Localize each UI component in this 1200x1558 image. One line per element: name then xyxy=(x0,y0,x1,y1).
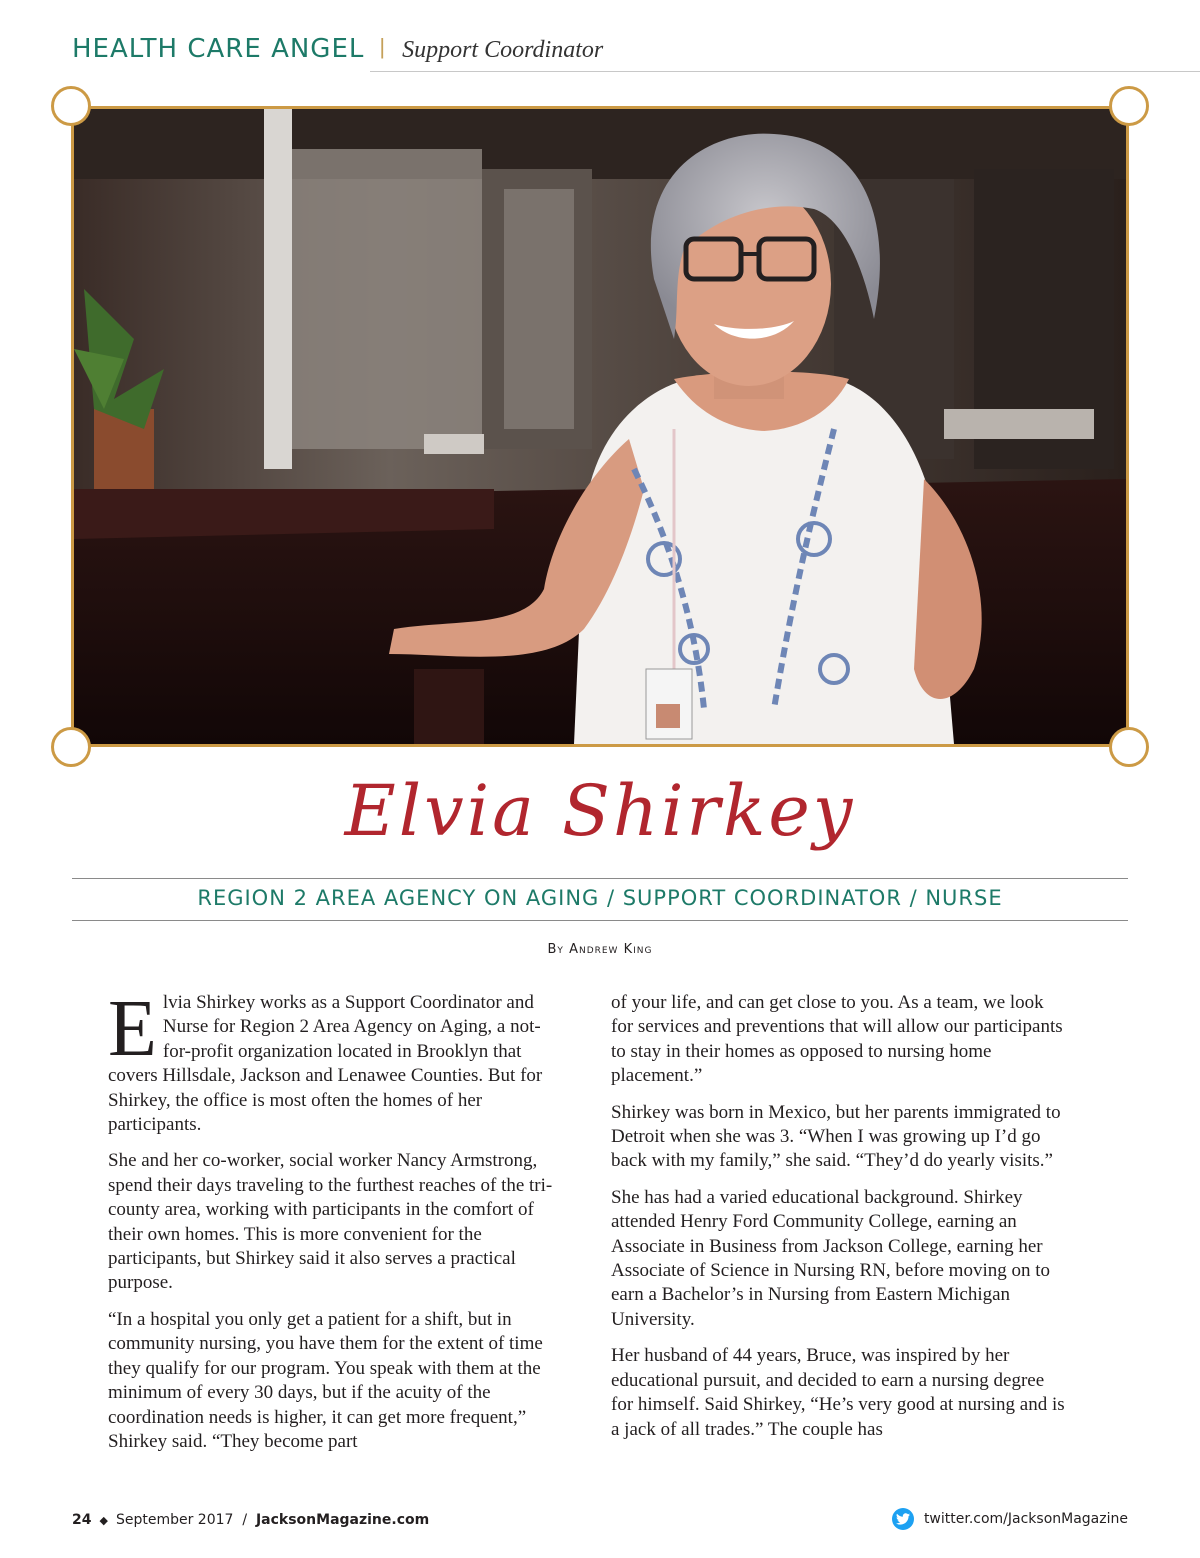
site-link[interactable]: JacksonMagazine.com xyxy=(255,1512,430,1528)
frame-corner xyxy=(1109,86,1149,126)
diamond-icon: ◆ xyxy=(99,1514,108,1527)
twitter-handle[interactable]: twitter.com/JacksonMagazine xyxy=(923,1511,1128,1527)
article-paragraph: She has had a varied educational background. Shirkey attended Henry Ford Community College, earning an Associate in Business from Jackson College, earning her Associate of Science in Nursing RN, before moving on to earn a Bachelor’s in Nursing from Eastern Michigan University. xyxy=(611,1186,1051,1330)
paragraph-text: lvia Shirkey works as a Support Coordinator and Nurse for Region 2 Area Agency on Aging, a not-for-profit organization located in Brooklyn that covers Hillsdale, Jackson and Lenawee Counties. But for Shirkey, the office is most often the homes of her participants. xyxy=(108,992,543,1136)
header-separator: | xyxy=(379,34,386,59)
deck-rule-top xyxy=(72,878,1128,879)
section-subkicker: Support Coordinator xyxy=(402,37,604,63)
byline xyxy=(0,942,1200,957)
article-paragraph: of your life, and can get close to you. As a team, we look for services and preventions that will allow our participants to stay in their homes as opposed to nursing home placement.” xyxy=(611,992,1063,1087)
issue-date: September 2017 xyxy=(115,1512,234,1528)
byline-author: Andrew King xyxy=(569,942,653,957)
article-column-left xyxy=(108,985,563,1466)
article-deck: REGION 2 AREA AGENCY ON AGING / SUPPORT COORDINATOR / NURSE xyxy=(197,886,1003,910)
page-footer xyxy=(72,1512,429,1528)
portrait-photo-illustration xyxy=(74,109,1126,744)
page-number: 24 xyxy=(72,1512,92,1528)
drop-cap: E xyxy=(108,985,157,1073)
article-paragraph: Shirkey was born in Mexico, but her parents immigrated to Detroit when she was 3. “When I was growing up I’d go back with my family,” she said. “They’d do yearly visits.” xyxy=(611,1101,1061,1172)
article-paragraph xyxy=(108,985,563,1137)
frame-corner xyxy=(1109,727,1149,767)
section-header xyxy=(72,34,603,64)
article-paragraph: “In a hospital you only get a patient for a shift, but in community nursing, you have them for the extent of time they qualify for our program. You speak with them at the minimum of every 30 days, but if the acuity of the coordination needs is higher, it can get more frequent,” Shirkey said. “They become part xyxy=(108,1308,543,1452)
section-kicker: HEALTH CARE ANGEL xyxy=(72,34,365,64)
article-paragraph: Her husband of 44 years, Bruce, was inspired by her educational pursuit, and decided to earn a nursing degree for himself. Said Shirkey, “He’s very good at nursing and is a jack of all trades.” The couple has xyxy=(611,1345,1065,1440)
byline-prefix: By xyxy=(547,942,564,957)
footer-divider: / xyxy=(242,1512,248,1528)
frame-corner xyxy=(51,86,91,126)
article-column-right xyxy=(611,991,1066,1454)
article-paragraph: She and her co-worker, social worker Nancy Armstrong, spend their days traveling to the furthest reaches of the tri-county area, working with participants in the comfort of their own homes. This is more convenient for the participants, but Shirkey said it also serves a practical purpose. xyxy=(108,1150,553,1294)
frame-corner xyxy=(51,727,91,767)
header-rule xyxy=(370,71,1200,72)
portrait-photo xyxy=(71,106,1129,747)
article-title: Elvia Shirkey xyxy=(344,770,856,852)
twitter-bird-icon[interactable] xyxy=(892,1508,914,1530)
twitter-footer xyxy=(892,1508,1128,1530)
deck-rule-bottom xyxy=(72,920,1128,921)
